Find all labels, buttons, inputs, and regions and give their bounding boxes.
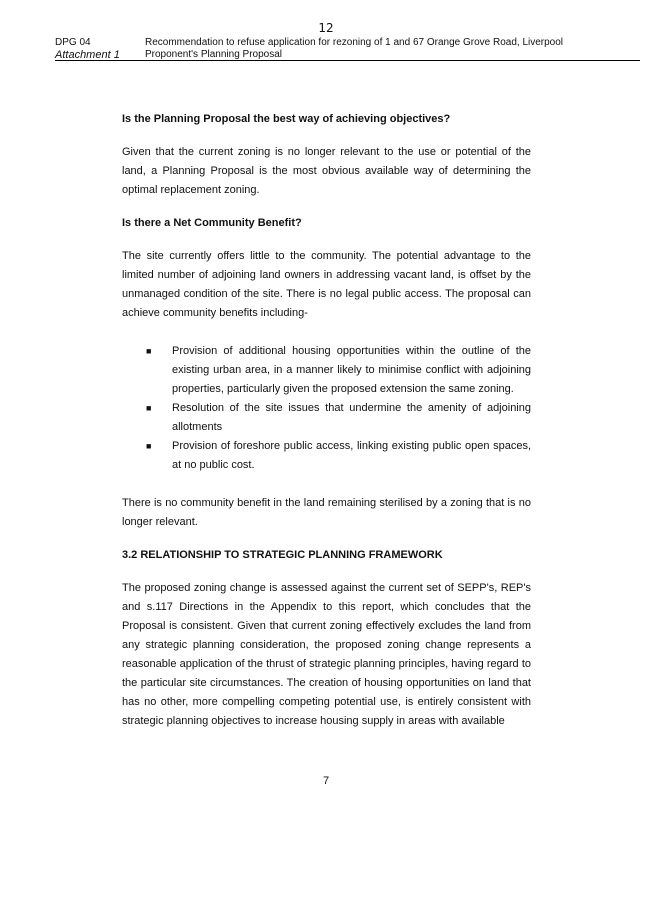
paragraph-best-way: Given that the current zoning is no longer relevant to the use or potential of the land, a Planning Proposal is the most obvious available way of determining the optimal replacement zoning.	[122, 146, 531, 196]
doc-code: DPG 04	[55, 37, 91, 48]
page-header	[55, 37, 640, 61]
bullet-icon: ■	[146, 403, 152, 413]
header-left	[55, 37, 143, 61]
page-top-number: 12	[318, 21, 334, 35]
header-title-line2: Proponent's Planning Proposal	[145, 49, 283, 60]
attachment-label: Attachment 1	[55, 49, 120, 61]
header-title	[145, 37, 640, 61]
paragraph-strategic: The proposed zoning change is assessed against the current set of SEPP's, REP's and s.117 Directions in the Appendix to this report, which concludes that the Proposal is consistent. Given that current zoning effectively excludes the land from any strategic planning consideration, the proposed zoning change represents a reasonable application of the thrust of strategic planning principles, having regard to the particular site circumstances. The creation of housing opportunities on land that has no other, more compelling competing potential use, is entirely consistent with strategic planning objectives to increase housing supply in areas with available	[122, 582, 531, 727]
heading-net-benefit: Is there a Net Community Benefit?	[122, 217, 302, 229]
benefits-list	[122, 342, 531, 475]
bullet-icon: ■	[146, 346, 152, 356]
page-bottom-number: 7	[322, 775, 330, 787]
header-title-line1: Recommendation to refuse application for rezoning of 1 and 67 Orange Grove Road, Liverpool	[145, 37, 564, 48]
list-item: ■ Provision of foreshore public access, linking existing public open spaces, at no public cost.	[122, 437, 531, 475]
bullet-icon: ■	[146, 441, 152, 451]
document-body	[122, 110, 531, 731]
paragraph-net-benefit-closing: There is no community benefit in the land remaining sterilised by a zoning that is no longer relevant.	[122, 497, 531, 528]
list-item: ■ Resolution of the site issues that undermine the amenity of adjoining allotments	[122, 399, 531, 437]
heading-strategic: 3.2 RELATIONSHIP TO STRATEGIC PLANNING FRAMEWORK	[122, 549, 443, 561]
paragraph-net-benefit: The site currently offers little to the community. The potential advantage to the limited number of adjoining land owners in addressing vacant land, is offset by the unmanaged condition of the site. There is no legal public access. The proposal can achieve community benefits including-	[122, 250, 531, 319]
heading-best-way: Is the Planning Proposal the best way of achieving objectives?	[122, 113, 451, 125]
list-item: ■ Provision of additional housing opportunities within the outline of the existing urban area, in a manner likely to minimise conflict with adjoining properties, particularly given the proposed extension the same zoning.	[122, 342, 531, 399]
